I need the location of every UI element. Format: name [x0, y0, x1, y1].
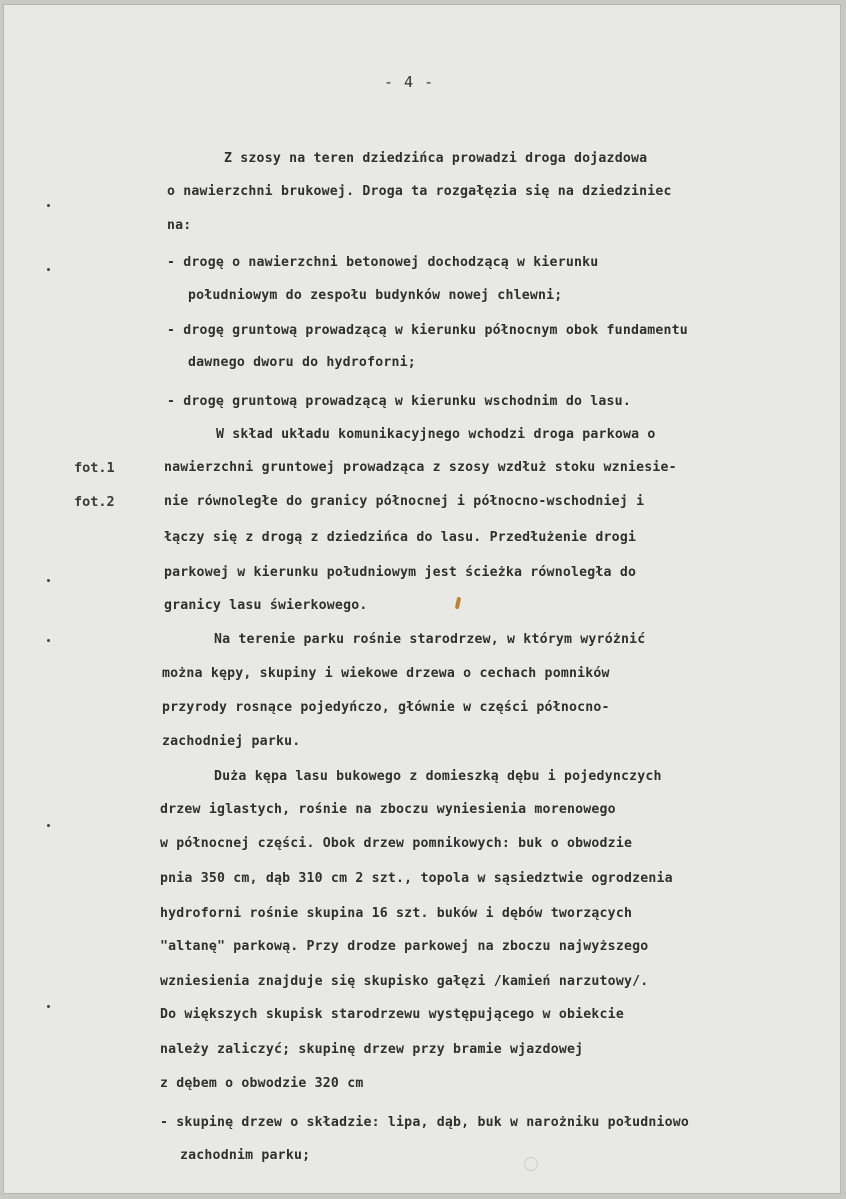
punch-mark: [47, 824, 50, 827]
text-line: - drogę gruntową prowadzącą w kierunku wschodnim do lasu.: [167, 394, 631, 409]
text-line: "altanę" parkową. Przy drodze parkowej na zboczu najwyższego: [160, 939, 649, 954]
punch-mark: [47, 1005, 50, 1008]
text-line: można kępy, skupiny i wiekowe drzewa o cechach pomników: [162, 666, 610, 681]
document-page: [3, 4, 841, 1194]
punch-mark: [47, 204, 50, 207]
margin-note-photo: fot.2: [74, 494, 115, 510]
text-line: wzniesienia znajduje się skupisko gałęzi /kamień narzutowy/.: [160, 974, 649, 989]
punch-mark: [47, 639, 50, 642]
text-line: przyrody rosnące pojedyńczo, głównie w części północno-: [162, 700, 610, 715]
punch-mark: [47, 579, 50, 582]
margin-note-photo: fot.1: [74, 460, 115, 476]
text-line: Do większych skupisk starodrzewu występującego w obiekcie: [160, 1007, 624, 1022]
text-line: dawnego dworu do hydroforni;: [188, 355, 416, 370]
text-line: Duża kępa lasu bukowego z domieszką dębu i pojedynczych: [214, 769, 662, 784]
text-line: nie równoległe do granicy północnej i północno-wschodniej i: [164, 494, 645, 509]
text-line: zachodniej parku.: [162, 734, 301, 749]
text-line: granicy lasu świerkowego.: [164, 598, 368, 613]
text-line: z dębem o obwodzie 320 cm: [160, 1076, 364, 1091]
text-line: o nawierzchni brukowej. Droga ta rozgałęzia się na dziedziniec: [167, 184, 672, 199]
text-line: - drogę gruntową prowadzącą w kierunku północnym obok fundamentu: [167, 323, 688, 338]
text-line: hydroforni rośnie skupina 16 szt. buków i dębów tworzących: [160, 906, 633, 921]
text-line: parkowej w kierunku południowym jest ścieżka równoległa do: [164, 565, 637, 580]
text-line: należy zaliczyć; skupinę drzew przy bramie wjazdowej: [160, 1042, 584, 1057]
page-number: - 4 -: [384, 73, 435, 91]
text-line: łączy się z drogą z dziedzińca do lasu. Przedłużenie drogi: [164, 530, 637, 545]
faint-stamp: [524, 1157, 538, 1171]
text-line: zachodnim parku;: [180, 1148, 311, 1163]
text-line: nawierzchni gruntowej prowadząca z szosy wzdłuż stoku wzniesie-: [164, 460, 677, 475]
text-line: Z szosy na teren dziedzińca prowadzi droga dojazdowa: [224, 151, 648, 166]
punch-mark: [47, 268, 50, 271]
text-line: południowym do zespołu budynków nowej chlewni;: [188, 288, 563, 303]
text-line: pnia 350 cm, dąb 310 cm 2 szt., topola w sąsiedztwie ogrodzenia: [160, 871, 673, 886]
text-line: - skupinę drzew o składzie: lipa, dąb, buk w narożniku południowo: [160, 1115, 690, 1130]
text-line: Na terenie parku rośnie starodrzew, w którym wyróżnić: [214, 632, 646, 647]
text-line: drzew iglastych, rośnie na zboczu wyniesienia morenowego: [160, 802, 616, 817]
text-line: - drogę o nawierzchni betonowej dochodzącą w kierunku: [167, 255, 599, 270]
text-line: na:: [167, 218, 192, 233]
text-line: W skład układu komunikacyjnego wchodzi droga parkowa o: [216, 427, 656, 442]
ink-mark: [455, 597, 461, 610]
text-line: w północnej części. Obok drzew pomnikowych: buk o obwodzie: [160, 836, 633, 851]
